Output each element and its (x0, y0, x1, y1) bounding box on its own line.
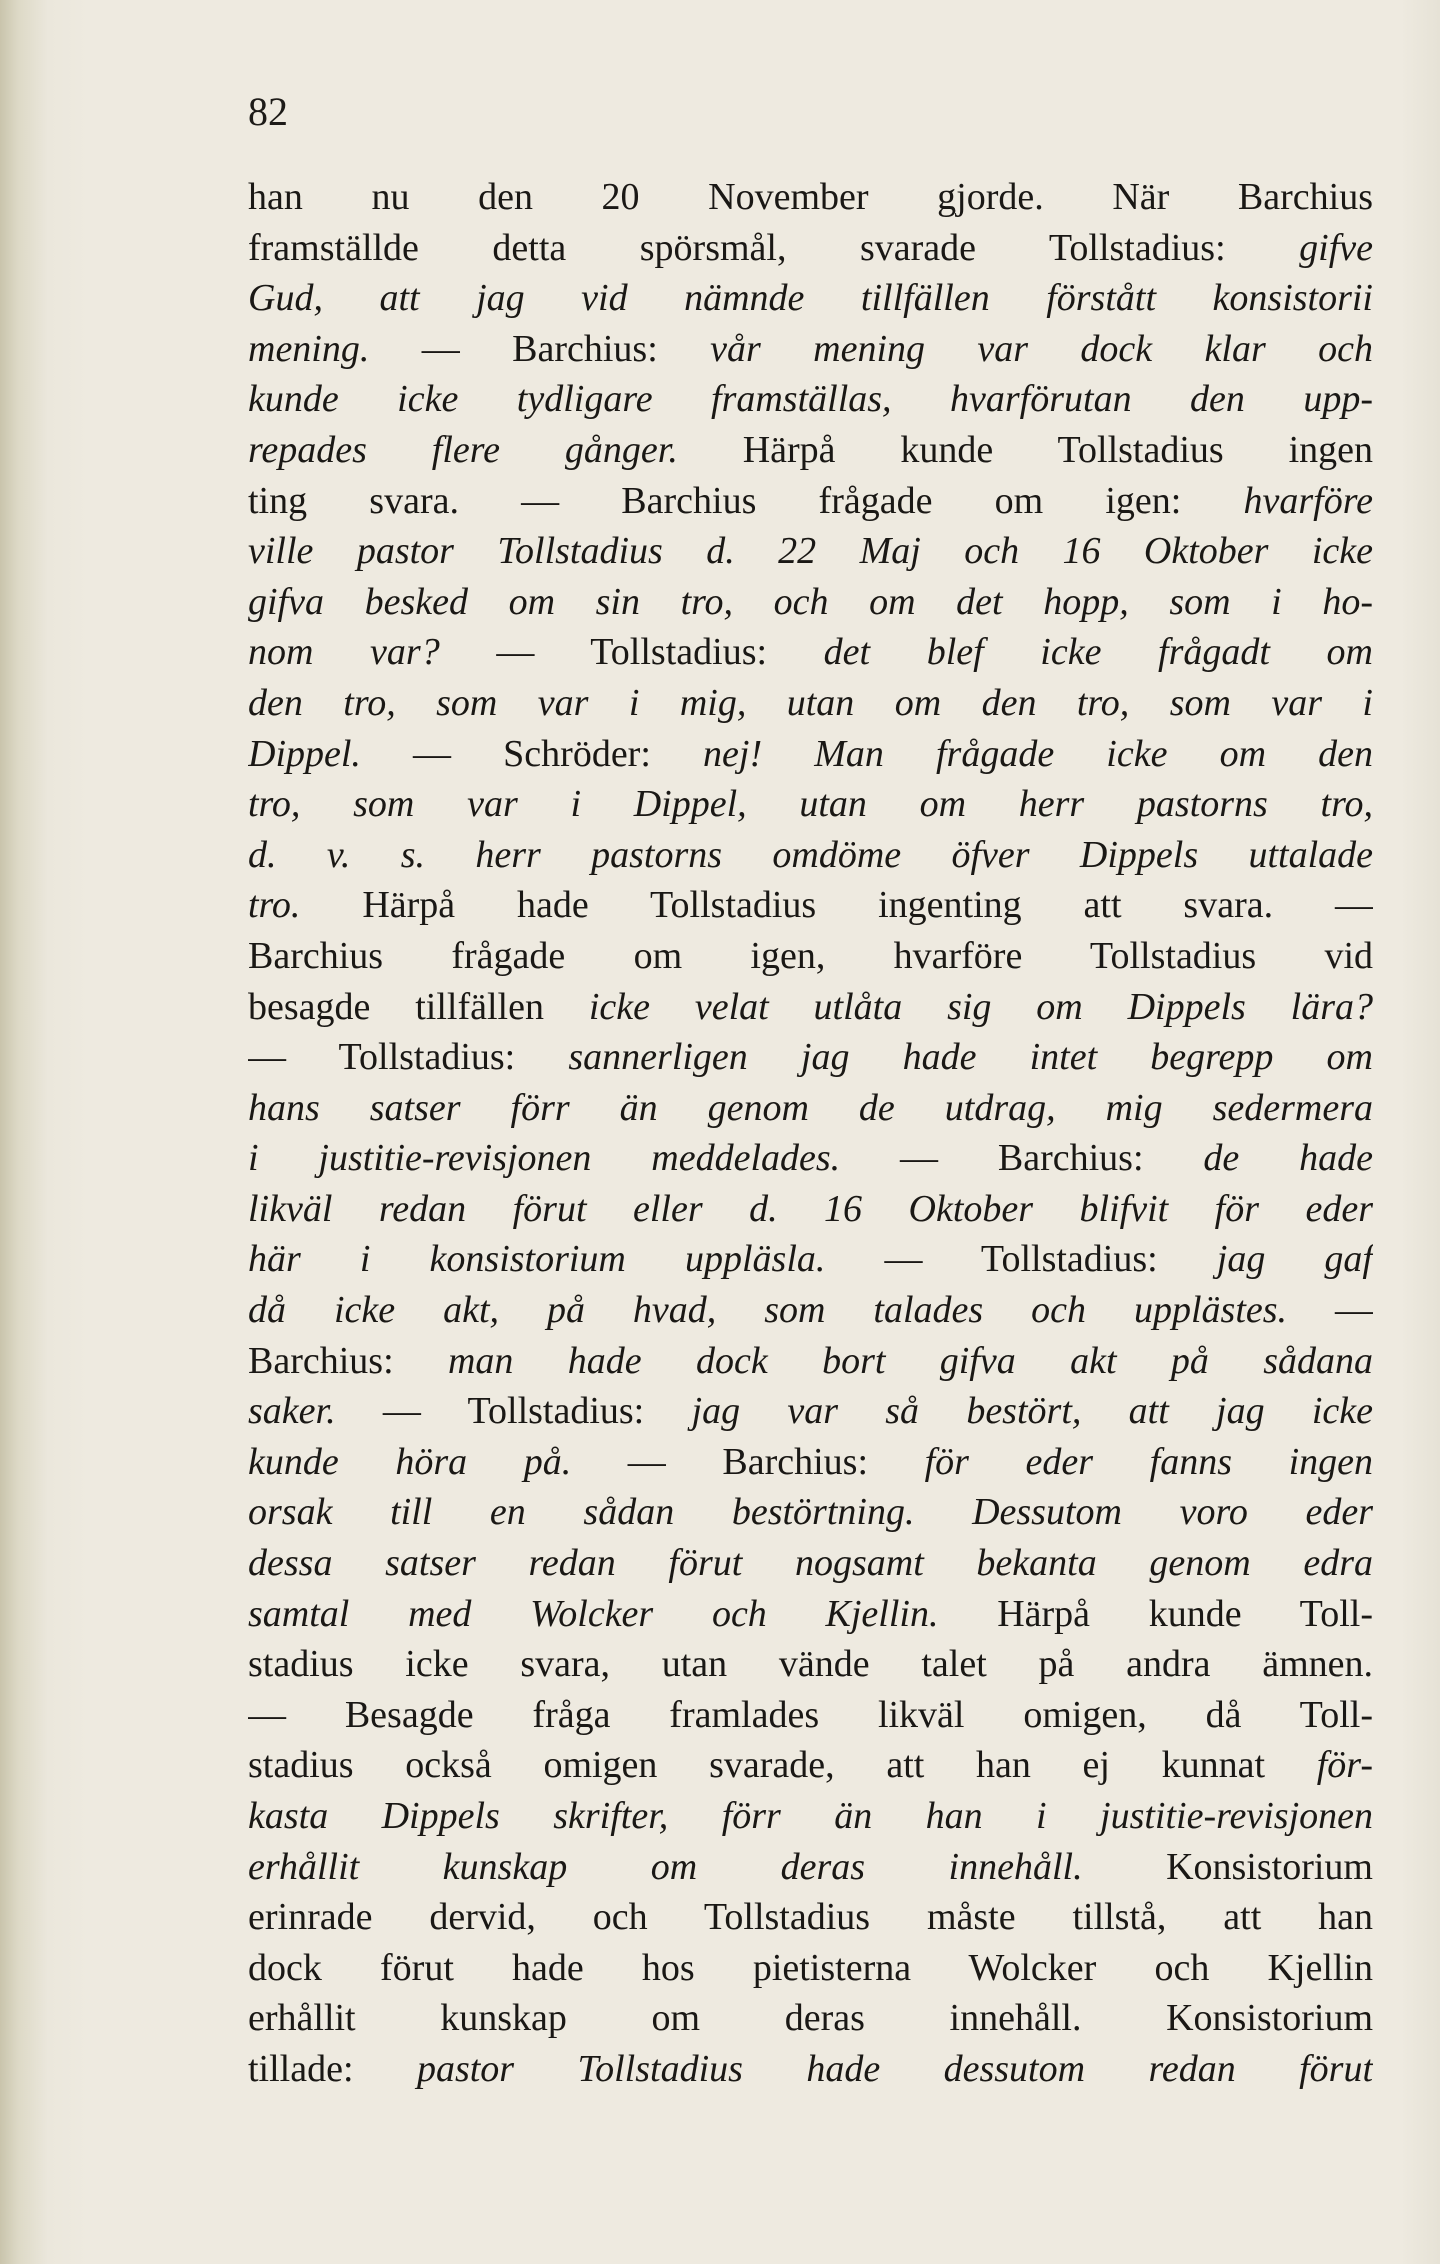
italic-text-segment: den tro, som var i mig, utan om den tro, som var i (248, 681, 1373, 724)
italic-text-segment: kunde höra på. (248, 1440, 572, 1483)
text-segment: tillade: (248, 2047, 417, 2090)
text-line (248, 678, 1373, 729)
italic-text-segment: saker. (248, 1390, 336, 1433)
text-line (248, 1993, 1373, 2044)
italic-text-segment: för eder fanns ingen (924, 1440, 1373, 1483)
text-line (248, 1336, 1373, 1387)
text-line (248, 1184, 1373, 1235)
text-segment: Barchius frågade om igen, hvarföre Tollstadius vid (248, 934, 1373, 977)
italic-text-segment: gifva besked om sin tro, och om det hopp, som i ho- (248, 580, 1373, 623)
text-line (248, 273, 1373, 324)
italic-text-segment: Dippel. (248, 732, 361, 775)
text-segment: Härpå kunde Tollstadius ingen (677, 428, 1373, 471)
text-segment: erinrade dervid, och Tollstadius måste tillstå, att han (248, 1896, 1373, 1939)
text-segment: stadius icke svara, utan vände talet på andra ämnen. (248, 1643, 1373, 1686)
text-line (248, 627, 1373, 678)
italic-text-segment: i justitie-revisjonen meddelades. (248, 1137, 841, 1180)
italic-text-segment: det blef icke frågadt om (823, 631, 1373, 674)
italic-text-segment: orsak till en sådan bestörtning. Dessutom voro eder (248, 1491, 1373, 1534)
italic-text-segment: vår mening var dock klar och (710, 327, 1373, 370)
italic-text-segment: kunde icke tydligare framställas, hvarförutan den upp- (248, 378, 1373, 421)
text-line (248, 1487, 1373, 1538)
text-segment: — Tollstadius: (825, 1238, 1217, 1281)
italic-text-segment: jag gaf (1216, 1238, 1373, 1281)
text-segment: Barchius: (248, 1339, 448, 1382)
text-line (248, 1791, 1373, 1842)
body-text (248, 172, 1373, 2095)
italic-text-segment: tro. (248, 884, 301, 927)
italic-text-segment: hans satser förr än genom de utdrag, mig sedermera (248, 1086, 1373, 1129)
italic-text-segment: pastor Tollstadius hade dessutom redan förut (416, 2047, 1373, 2090)
text-segment: erhållit kunskap om deras innehåll. Konsistorium (248, 1997, 1373, 2040)
italic-text-segment: här i konsistorium uppläsla. (248, 1238, 826, 1281)
italic-text-segment: de hade (1203, 1137, 1373, 1180)
italic-text-segment: jag var så bestört, att jag icke (691, 1390, 1373, 1433)
text-line (248, 1943, 1373, 1994)
text-segment: stadius också omigen svarade, att han ej kunnat (248, 1744, 1317, 1787)
italic-text-segment: nom var? (248, 631, 440, 674)
text-segment: besagde tillfällen (248, 985, 589, 1028)
text-segment: — Schröder: (360, 732, 704, 775)
italic-text-segment: ville pastor Tollstadius d. 22 Maj och 16 Oktober icke (248, 530, 1373, 573)
text-line (248, 830, 1373, 881)
italic-text-segment: repades flere gånger. (248, 428, 678, 471)
italic-text-segment: erhållit kunskap om deras innehåll. (248, 1845, 1083, 1888)
italic-text-segment: man hade dock bort gifva akt på sådana (447, 1339, 1373, 1382)
text-line (248, 172, 1373, 223)
italic-text-segment: samtal med Wolcker och Kjellin. (248, 1592, 939, 1635)
italic-text-segment: gifve (1299, 226, 1373, 269)
text-line (248, 1892, 1373, 1943)
text-segment: — (1287, 1289, 1373, 1332)
italic-text-segment: mening. (248, 327, 370, 370)
text-segment: framställde detta spörsmål, svarade Tollstadius: (248, 226, 1300, 269)
italic-text-segment: tro, som var i Dippel, utan om herr pastorns tro, (248, 783, 1373, 826)
text-line (248, 1234, 1373, 1285)
text-segment: han nu den 20 November gjorde. När Barchius (248, 176, 1373, 218)
italic-text-segment: hvarföre (1243, 479, 1373, 522)
text-line (248, 1690, 1373, 1741)
italic-text-segment: d. v. s. herr pastorns omdöme öfver Dippels uttalade (248, 833, 1373, 876)
italic-text-segment: då icke akt, på hvad, som talades och upplästes. (248, 1289, 1288, 1332)
text-line (248, 880, 1373, 931)
italic-text-segment: nej! Man frågade icke om den (703, 732, 1373, 775)
text-segment: — Barchius: (571, 1440, 925, 1483)
text-line (248, 1842, 1373, 1893)
page-number: 82 (248, 89, 288, 134)
italic-text-segment: icke velat utlåta sig om Dippels lära? (588, 985, 1373, 1028)
text-line (248, 1639, 1373, 1690)
text-segment: — Tollstadius: (439, 631, 824, 674)
text-line (248, 1538, 1373, 1589)
text-line (248, 1740, 1373, 1791)
text-segment: Härpå kunde Toll- (938, 1592, 1373, 1635)
text-line (248, 1083, 1373, 1134)
text-segment: Konsistorium (1082, 1845, 1373, 1888)
text-line (248, 577, 1373, 628)
text-line (248, 1386, 1373, 1437)
text-segment: — Barchius: (369, 327, 711, 370)
text-segment: — Tollstadius: (248, 1036, 569, 1079)
text-line (248, 1285, 1373, 1336)
text-line (248, 1133, 1373, 1184)
italic-text-segment: likväl redan förut eller d. 16 Oktober blifvit för eder (248, 1187, 1373, 1230)
text-line (248, 1589, 1373, 1640)
text-segment: ting svara. — Barchius frågade om igen: (248, 479, 1244, 522)
text-line (248, 324, 1373, 375)
text-segment: — Tollstadius: (335, 1390, 692, 1433)
text-line (248, 982, 1373, 1033)
italic-text-segment: kasta Dippels skrifter, förr än han i justitie-revisjonen (248, 1795, 1373, 1837)
text-line (248, 223, 1373, 274)
italic-text-segment: Gud, att jag vid nämnde tillfällen förstått konsistorii (248, 277, 1373, 320)
text-segment: dock förut hade hos pietisterna Wolcker och Kjellin (248, 1946, 1373, 1989)
italic-text-segment: dessa satser redan förut nogsamt bekanta genom edra (248, 1542, 1373, 1585)
italic-text-segment: sannerligen jag hade intet begrepp om (568, 1036, 1373, 1079)
text-segment: Härpå hade Tollstadius ingenting att svara. — (300, 884, 1373, 927)
text-line (248, 779, 1373, 830)
text-line (248, 374, 1373, 425)
text-line (248, 526, 1373, 577)
text-line (248, 931, 1373, 982)
text-segment: — Besagde fråga framlades likväl omigen, då Toll- (248, 1693, 1373, 1736)
text-line (248, 729, 1373, 780)
text-line (248, 1032, 1373, 1083)
text-segment: — Barchius: (840, 1137, 1204, 1180)
text-line (248, 425, 1373, 476)
text-line (248, 2044, 1373, 2095)
italic-text-segment: för- (1316, 1744, 1373, 1787)
text-line (248, 476, 1373, 527)
text-line (248, 1437, 1373, 1488)
